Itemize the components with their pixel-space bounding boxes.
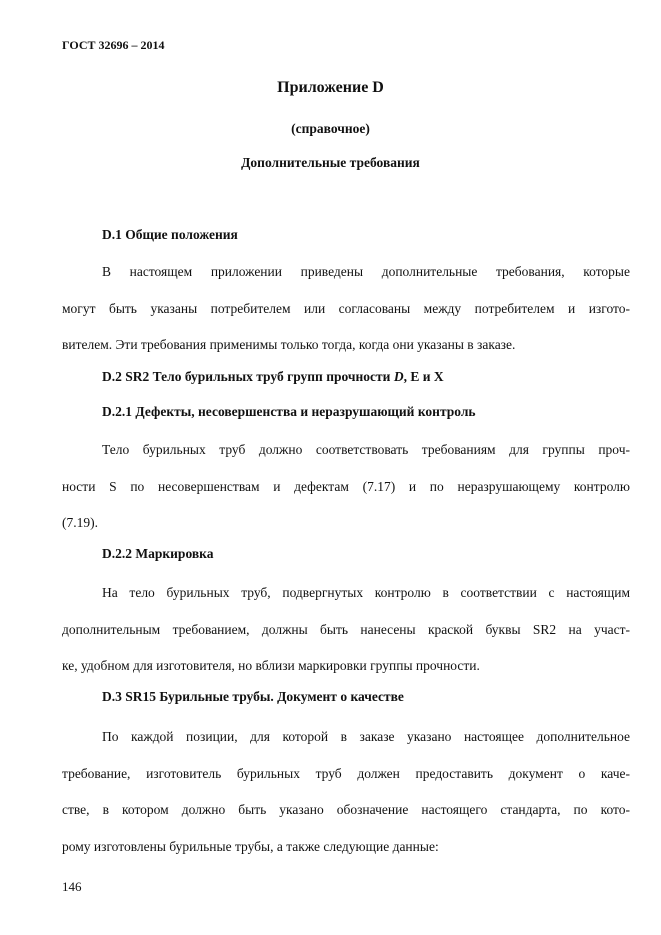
appendix-subtitle: Дополнительные требования <box>241 155 420 170</box>
paragraph-line: ке, удобном для изготовителя, но вблизи маркировки группы прочности. <box>62 658 480 673</box>
paragraph-line: стве, в котором должно быть указано обозначение настоящего стандарта, по кото- <box>62 802 630 817</box>
paragraph-d2-1 <box>62 432 630 542</box>
paragraph-line: На тело бурильных труб, подвергнутых контролю в соответствии с настоящим <box>102 585 630 600</box>
paragraph-line: По каждой позиции, для которой в заказе указано настоящее дополнительное <box>102 729 630 744</box>
section-heading-d2-italic: D <box>393 369 404 384</box>
appendix-title: Приложение D <box>277 79 384 96</box>
page-number: 146 <box>62 879 82 894</box>
section-heading-d2-1: D.2.1 Дефекты, несовершенства и неразрушающий контроль <box>102 404 476 419</box>
section-heading-d2 <box>102 369 444 385</box>
section-heading-d3: D.3 SR15 Бурильные трубы. Документ о качестве <box>102 689 404 704</box>
paragraph-line: могут быть указаны потребителем или согласованы между потребителем и изгото- <box>62 300 630 316</box>
paragraph-line: (7.19). <box>62 515 98 530</box>
paragraph-line: рому изготовлены бурильные трубы, а также следующие данные: <box>62 838 439 854</box>
paragraph-line: В настоящем приложении приведены дополнительные требования, которые <box>102 264 630 279</box>
section-heading-d2-prefix: D.2 SR2 Тело бурильных труб групп прочности <box>102 369 394 384</box>
document-code: ГОСТ 32696 – 2014 <box>62 38 165 52</box>
paragraph-d3 <box>62 719 630 865</box>
section-heading-d2-suffix: , E и X <box>403 369 444 384</box>
paragraph-line: вителем. Эти требования применимы только тогда, когда они указаны в заказе. <box>62 337 516 352</box>
paragraph-d2-2 <box>62 575 630 685</box>
paragraph-line: дополнительным требованием, должны быть нанесены краской буквы SR2 на участ- <box>62 621 630 637</box>
paragraph-d1 <box>62 254 630 364</box>
section-heading-d1: D.1 Общие положения <box>102 227 238 242</box>
paragraph-line: ности S по несовершенствам и дефектам (7.17) и по неразрушающему контролю <box>62 478 630 494</box>
paragraph-line: Тело бурильных труб должно соответствовать требованиям для группы проч- <box>102 442 630 457</box>
appendix-note: (справочное) <box>291 121 370 136</box>
paragraph-line: требование, изготовитель бурильных труб должен предоставить документ о каче- <box>62 765 630 781</box>
section-heading-d2-2: D.2.2 Маркировка <box>102 546 214 561</box>
